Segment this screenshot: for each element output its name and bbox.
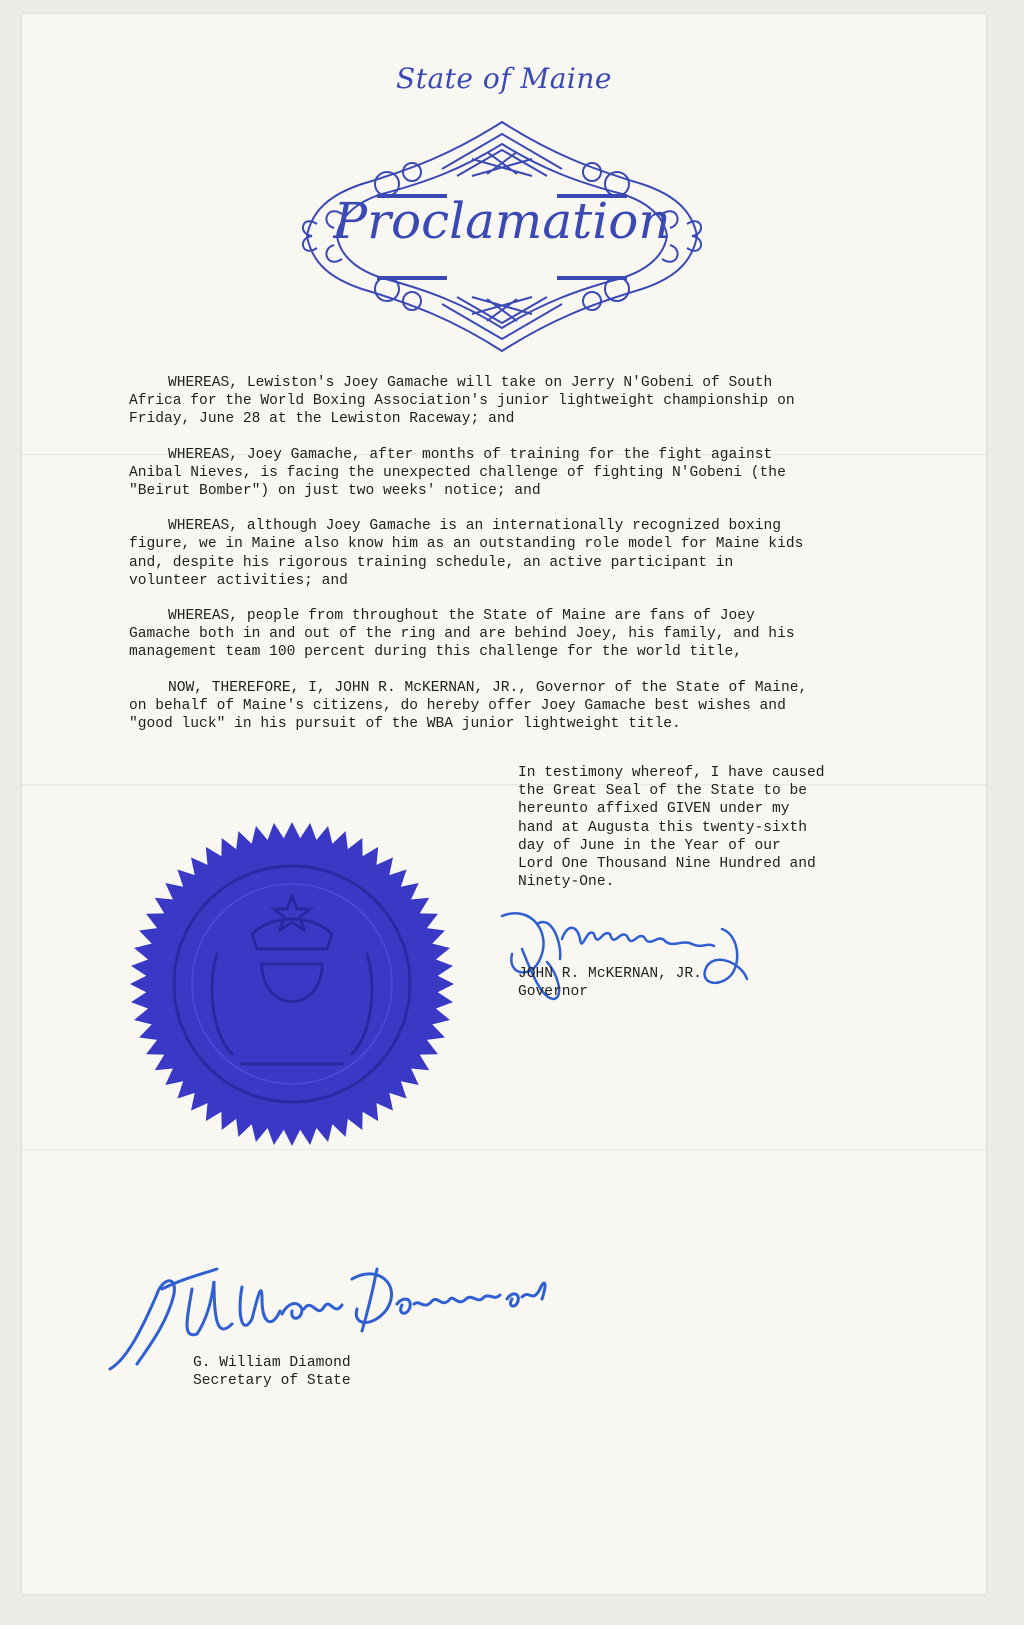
proclamation-heading: Proclamation (333, 192, 671, 250)
state-of-maine-heading: State of Maine (396, 62, 612, 95)
governor-name-title: JOHN R. McKERNAN, JR. Governor (518, 966, 702, 1001)
whereas-paragraph-4: WHEREAS, people from throughout the State of Maine are fans of Joey Gamache both in and out of the ring and are behind Joey, his family, and his management team 100 percent during this challenge for the world title, (129, 608, 795, 661)
whereas-paragraph-1: WHEREAS, Lewiston's Joey Gamache will take on Jerry N'Gobeni of South Africa for the World Boxing Association's junior lightweight championship on Friday, June 28 at the Lewiston Raceway; and (129, 375, 795, 428)
whereas-paragraph-3: WHEREAS, although Joey Gamache is an internationally recognized boxing figure, we in Maine also know him as an outstanding role model for Maine kids and, despite his rigorous training schedule, an active participant in volunteer activities; and (129, 518, 804, 589)
whereas-paragraph-2: WHEREAS, Joey Gamache, after months of training for the fight against Anibal Nieves, is facing the unexpected challenge of fighting N'Gobeni (the "Beirut Bomber") on just two weeks' notice; and (129, 446, 786, 500)
secretary-name-title: G. William Diamond Secretary of State (193, 1355, 351, 1390)
testimony-block: In testimony whereof, I have caused the Great Seal of the State to be hereunto affixed GIVEN under my hand at Augusta this twenty-sixth day of June in the Year of our Lord One Thousand Nine Hundred and Ninety-One. (518, 765, 825, 891)
governor-signature (492, 904, 772, 1024)
proclamation-body (129, 374, 909, 750)
state-seal-icon (122, 814, 462, 1154)
therefore-paragraph: NOW, THEREFORE, I, JOHN R. McKERNAN, JR., Governor of the State of Maine, on behalf of Maine's citizens, do hereby offer Joey Gamache best wishes and "good luck" in his pursuit of the WBA junior lightweight title. (129, 679, 808, 733)
proclamation-paper (22, 14, 986, 1594)
